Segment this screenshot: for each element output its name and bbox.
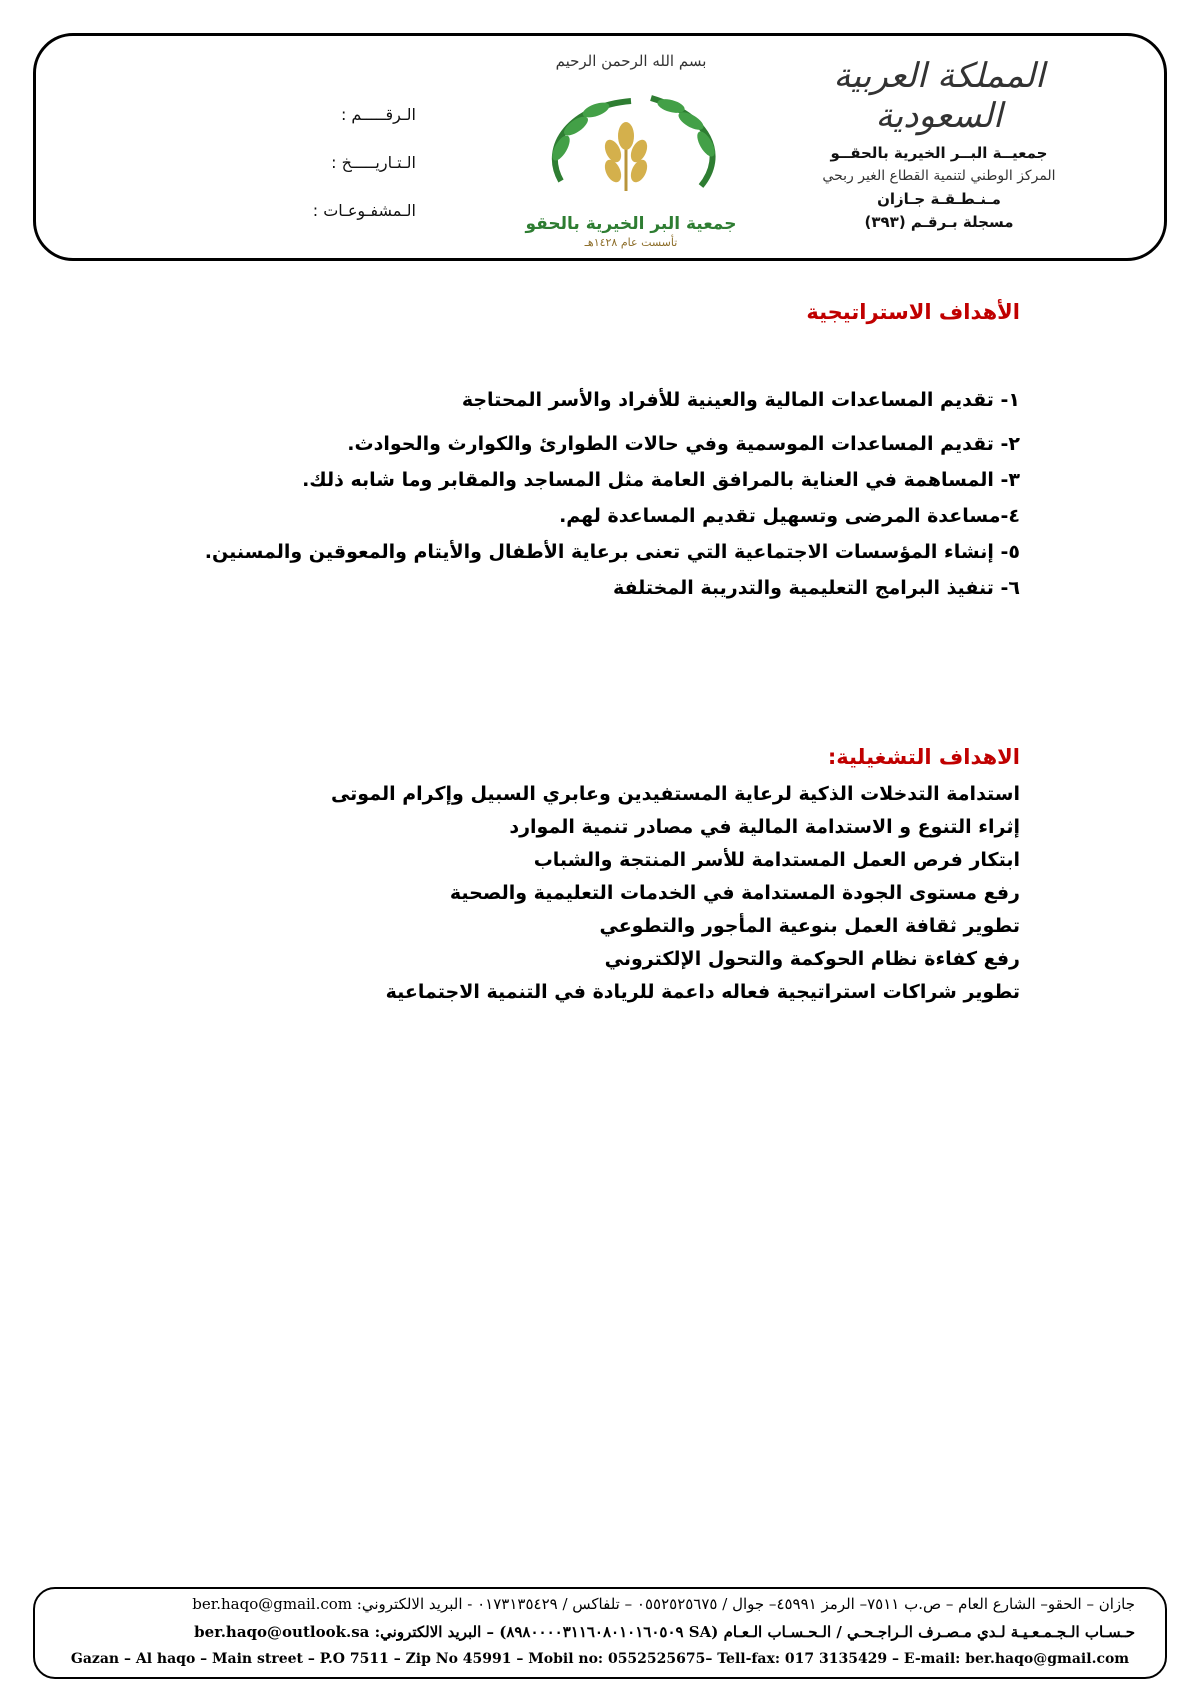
list-item: رفع كفاءة نظام الحوكمة والتحول الإلكتروني: [604, 948, 1020, 970]
list-item: استدامة التدخلات الذكية لرعاية المستفيدين وعابري السبيل وإكرام الموتى: [330, 783, 1020, 805]
operational-objectives-title: الاهداف التشغيلية:: [827, 745, 1020, 769]
wheat-logo-icon: [501, 86, 761, 216]
org-name: جمعيــة البــر الخيرية بالحقــو: [830, 144, 1048, 162]
registration-number: مسجلة بـرقـم (٣٩٣): [864, 213, 1014, 231]
basmala: بسم الله الرحمن الرحيم: [555, 52, 707, 70]
logo-founded-date: تأسست عام ١٤٢٨هـ: [584, 236, 678, 249]
list-item: ٢- تقديم المساعدات الموسمية وفي حالات الطوارئ والكوارث والحوادث.: [347, 433, 1020, 455]
list-item: ١- تقديم المساعدات المالية والعينية للأفراد والأسر المحتاجة: [461, 389, 1020, 411]
list-item: ٥- إنشاء المؤسسات الاجتماعية التي تعنى برعاية الأطفال والأيتام والمعوقين والمسنين.: [204, 541, 1020, 563]
org-info-block: [774, 56, 1104, 234]
kingdom-name: المملكة العربية السعودية: [833, 56, 1045, 136]
list-item: ابتكار فرص العمل المستدامة للأسر المنتجة والشباب: [533, 849, 1020, 871]
footer-address-english: Gazan – Al haqo – Main street – P.O 7511 – Zip No 45991 – Mobil no: 0552525675– Tell-fax: 017 3135429 – E-mail: ber.haqo@gmail.com: [70, 1651, 1130, 1667]
list-item: ٤-مساعدة المرضى وتسهيل تقديم المساعدة لهم.: [559, 505, 1020, 527]
reference-number-label: الـرقـــــم :: [340, 105, 416, 124]
region-name: مـنـطـقـة جـازان: [877, 190, 1001, 208]
logo-org-name: جمعية البر الخيرية بالحقو: [525, 214, 737, 234]
reference-date-label: الـتـاريـــــخ :: [331, 153, 416, 172]
list-item: تطوير شراكات استراتيجية فعاله داعمة للريادة في التنمية الاجتماعية: [385, 981, 1020, 1003]
list-item: رفع مستوى الجودة المستدامة في الخدمات التعليمية والصحية: [449, 882, 1020, 904]
footer-address-arabic: جازان – الحقو– الشارع العام – ص.ب ٧٥١١– الرمز ٤٥٩٩١– جوال / ٠٥٥٢٥٢٥٦٧٥ – تلفاكس / ٠١٧٣١٣٥٤٢٩ - البريد الالكتروني: ber.haqo@gmail.com: [192, 1595, 1135, 1613]
list-item: ٣- المساهمة في العناية بالمرافق العامة مثل المساجد والمقابر وما شابه ذلك.: [302, 469, 1020, 491]
strategic-objectives-title: الأهداف الاستراتيجية: [806, 300, 1020, 324]
list-item: إثراء التنوع و الاستدامة المالية في مصادر تنمية الموارد: [509, 816, 1020, 838]
letterhead-header: [33, 33, 1167, 261]
operational-objectives-list: [120, 778, 1020, 1009]
logo-block: [491, 46, 771, 256]
letterhead-footer: [33, 1587, 1167, 1679]
list-item: ٦- تنفيذ البرامج التعليمية والتدريبة المختلفة: [612, 577, 1020, 599]
center-name: المركز الوطني لتنمية القطاع الغير ربحي: [822, 168, 1056, 184]
footer-bank-account: حـسـاب الـجـمـعـيـة لـدي مـصـرف الـراجـحـي / الـحـسـاب الـعـام (SA ٨٩٨٠٠٠٠٣١١٦٠٨٠١٠١٦٠٥٠٩) – البريد الالكتروني: ber.haqo@outlook.sa: [194, 1623, 1135, 1641]
reference-fields: [276, 91, 416, 235]
attachments-label: الـمشفـوعـات :: [312, 201, 416, 220]
strategic-objectives-list: [120, 382, 1020, 606]
list-item: تطوير ثقافة العمل بنوعية المأجور والتطوعي: [599, 915, 1020, 937]
